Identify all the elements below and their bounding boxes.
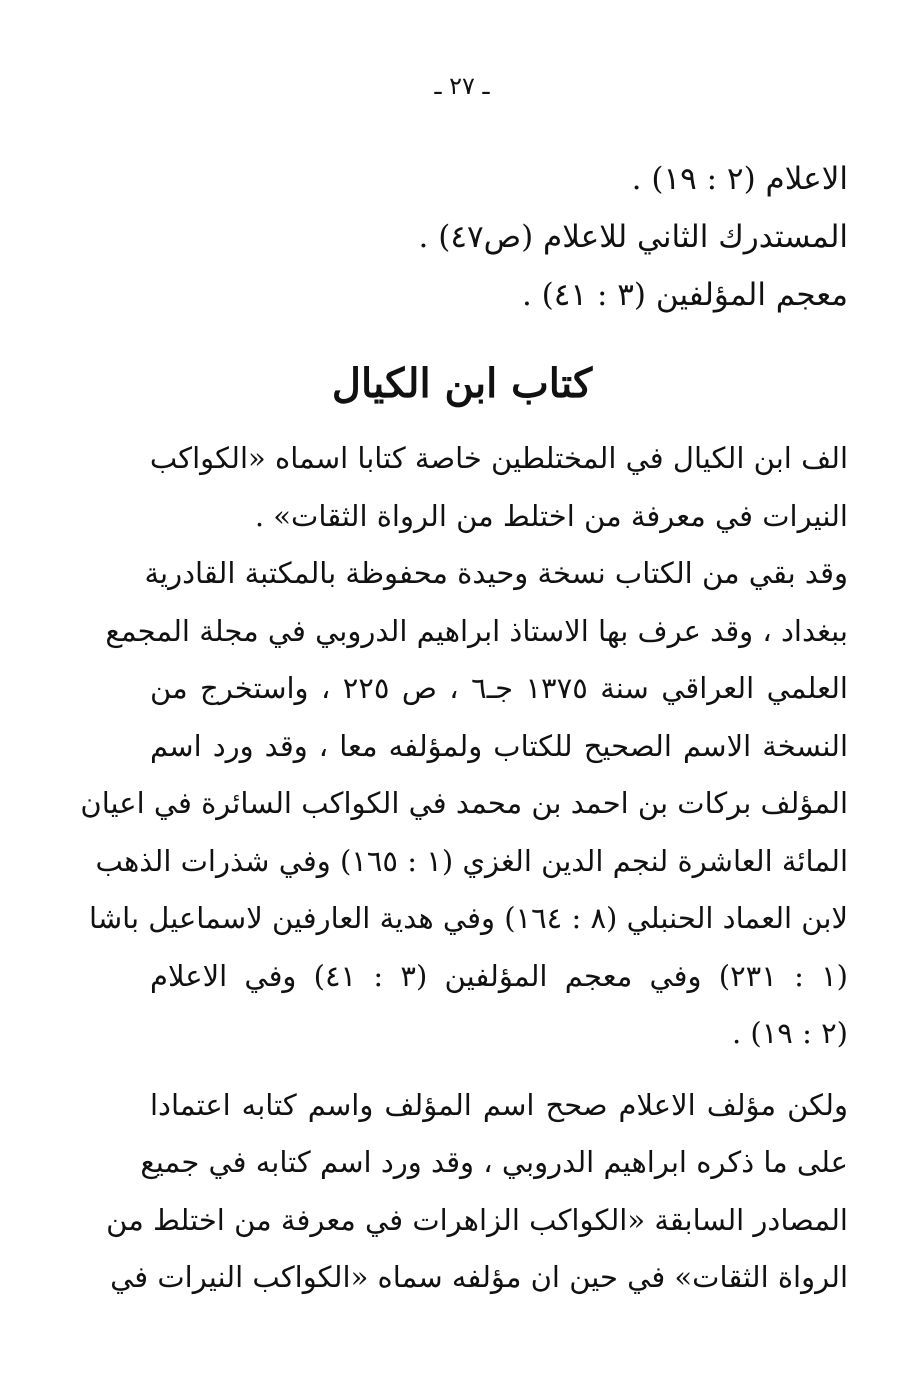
text-line: على ما ذكره ابراهيم الدروبي ، وقد ورد اسم كتابه في جميع: [140, 1145, 848, 1179]
text-line: ولكن مؤلف الاعلام صحح اسم المؤلف واسم كتابه اعتمادا: [150, 1087, 848, 1122]
text-line: الف ابن الكيال في المختلطين خاصة كتابا اسماه «الكواكب: [149, 441, 848, 475]
reference-item: معجم المؤلفين (٣ : ٤١) .: [521, 277, 848, 313]
text-line: (٢ : ١٩) .: [731, 1016, 848, 1050]
text-line: المؤلف بركات بن احمد بن محمد في الكواكب السائرة في اعيان: [80, 786, 848, 820]
paragraph: [106, 1077, 848, 1307]
text-line: المائة العاشرة لنجم الدين الغزي (١ : ١٦٥) وفي شذرات الذهب: [95, 843, 848, 878]
body-text: [80, 430, 848, 1307]
text-line: الرواة الثقات» في حين ان مؤلفه سماه «الكواكب النيرات في: [110, 1260, 848, 1294]
reference-item: المستدرك الثاني للاعلام (ص٤٧) .: [418, 219, 848, 255]
page-number: ـ ٢٧ ـ: [434, 72, 490, 100]
text-line: لابن العماد الحنبلي (٨ : ١٦٤) وفي هدية العارفين لاسماعيل باشا: [89, 901, 848, 935]
text-line: وقد بقي من الكتاب نسخة وحيدة محفوظة بالمكتبة القادرية: [144, 556, 848, 590]
text-line: ببغداد ، وقد عرف بها الاستاذ ابراهيم الدروبي في مجلة المجمع: [105, 613, 848, 648]
text-line: النسخة الاسم الصحيح للكتاب ولمؤلفه معا ، وقد ورد اسم: [150, 728, 848, 763]
paragraph: [150, 430, 848, 545]
text-line: المصادر السابقة «الكواكب الزاهرات في معرفة من اختلط من: [106, 1202, 848, 1237]
paragraph: [80, 545, 848, 1063]
text-line: العلمي العراقي سنة ١٣٧٥ جـ٦ ، ص ٢٢٥ ، واستخرج من: [150, 671, 848, 705]
section-title: كتاب ابن الكيال: [331, 360, 593, 407]
reference-item: الاعلام (٢ : ١٩) .: [631, 161, 848, 197]
text-line: النيرات في معرفة من اختلط من الرواة الثقات» .: [254, 498, 848, 533]
reference-list: [148, 150, 848, 324]
paragraph-spacer: [150, 1063, 848, 1077]
text-line: (١ : ٢٣١) وفي معجم المؤلفين (٣ : ٤١) وفي الاعلام: [150, 958, 848, 993]
